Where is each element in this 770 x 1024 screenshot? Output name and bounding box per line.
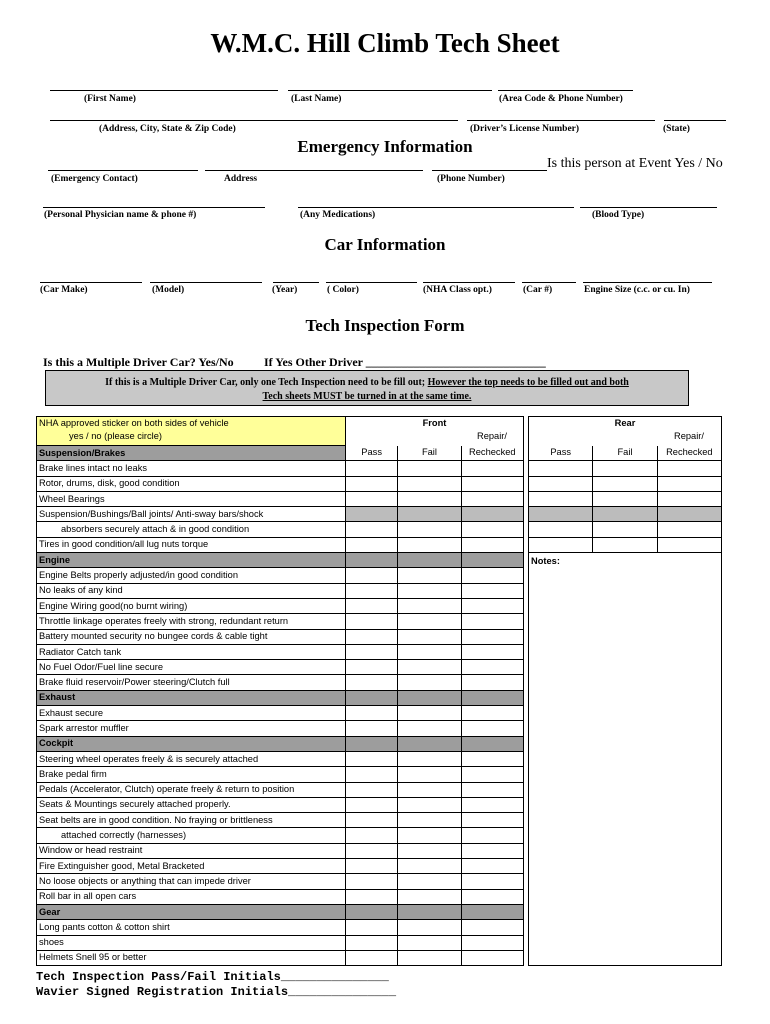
section-header-gear: Gear [37, 904, 346, 919]
front-check-cell[interactable] [461, 843, 523, 858]
rear-check-cell[interactable] [657, 522, 721, 537]
multi-driver-notice [45, 370, 689, 406]
front-check-cell[interactable] [346, 660, 398, 675]
front-repair2-header: Rechecked [461, 446, 523, 461]
check-item: Window or head restraint [37, 843, 346, 858]
rear-check-cell[interactable] [657, 461, 721, 476]
rear-check-cell[interactable] [593, 491, 657, 506]
gap [524, 950, 529, 965]
section-header-exhaust: Exhaust [37, 690, 346, 705]
check-item: Wheel Bearings [37, 491, 346, 506]
front-check-cell [398, 507, 461, 522]
front-check-cell[interactable] [346, 476, 398, 491]
front-check-cell[interactable] [346, 537, 398, 552]
rear-check-cell[interactable] [529, 476, 593, 491]
first-name-label: (First Name) [84, 94, 136, 104]
rear-check-cell[interactable] [529, 537, 593, 552]
front-check-cell[interactable] [346, 644, 398, 659]
front-check-cell[interactable] [346, 491, 398, 506]
front-check-cell[interactable] [461, 767, 523, 782]
address-label: (Address, City, State & Zip Code) [99, 124, 236, 134]
rear-check-cell [529, 507, 593, 522]
front-check-cell[interactable] [398, 629, 461, 644]
front-check-cell[interactable] [346, 568, 398, 583]
first-name-line[interactable] [50, 90, 278, 91]
inspection-table [36, 416, 722, 966]
state-line[interactable] [664, 120, 726, 121]
check-item: Roll bar in all open cars [37, 889, 346, 904]
gap [524, 629, 529, 644]
license-line[interactable] [467, 120, 655, 121]
front-check-cell[interactable] [398, 721, 461, 736]
emergency-phone-line[interactable] [432, 170, 547, 171]
check-item: Throttle linkage operates freely with strong, redundant return [37, 614, 346, 629]
front-check-cell[interactable] [398, 950, 461, 965]
front-check-cell[interactable] [346, 522, 398, 537]
emergency-contact-label: (Emergency Contact) [51, 174, 138, 184]
front-check-cell[interactable] [461, 950, 523, 965]
last-name-line[interactable] [288, 90, 492, 91]
front-check-cell[interactable] [461, 813, 523, 828]
medications-label: (Any Medications) [300, 210, 376, 220]
front-check-cell[interactable] [398, 920, 461, 935]
gap [524, 583, 529, 598]
check-item: Engine Wiring good(no burnt wiring) [37, 598, 346, 613]
check-item: shoes [37, 935, 346, 950]
physician-line[interactable] [43, 207, 265, 208]
front-check-cell[interactable] [398, 828, 461, 843]
section-header-cockpit: Cockpit [37, 736, 346, 751]
front-check-cell[interactable] [398, 797, 461, 812]
state-label: (State) [663, 124, 690, 134]
car-year-line[interactable] [273, 282, 319, 283]
check-item: Engine Belts properly adjusted/in good condition [37, 568, 346, 583]
front-check-cell[interactable] [461, 828, 523, 843]
front-check-cell[interactable] [398, 935, 461, 950]
front-check-cell[interactable] [398, 859, 461, 874]
rear-pass-header: Pass [529, 446, 593, 461]
car-heading: Car Information [324, 235, 446, 254]
front-section-cell [461, 904, 523, 919]
front-check-cell[interactable] [461, 721, 523, 736]
front-check-cell[interactable] [398, 660, 461, 675]
gap [524, 813, 529, 828]
car-number-label: (Car #) [523, 285, 553, 295]
rear-repair2-header: Rechecked [657, 446, 721, 461]
front-check-cell[interactable] [461, 522, 523, 537]
nha-class-line[interactable] [423, 282, 515, 283]
check-item: Steering wheel operates freely & is securely attached [37, 751, 346, 766]
rear-check-cell [657, 507, 721, 522]
gap [524, 660, 529, 675]
front-check-cell[interactable] [461, 491, 523, 506]
front-check-cell[interactable] [398, 476, 461, 491]
front-check-cell[interactable] [461, 859, 523, 874]
emergency-contact-line[interactable] [48, 170, 198, 171]
rear-fail-header: Fail [593, 446, 657, 461]
phone-line[interactable] [498, 90, 633, 91]
sticker-question[interactable] [37, 417, 346, 446]
front-check-cell[interactable] [461, 476, 523, 491]
front-check-cell[interactable] [398, 583, 461, 598]
front-check-cell[interactable] [346, 843, 398, 858]
check-item: absorbers securely attach & in good condition [37, 522, 346, 537]
front-check-cell[interactable] [461, 874, 523, 889]
front-check-cell[interactable] [346, 751, 398, 766]
notice-text-1: If this is a Multiple Driver Car, only one Tech Inspection need to be fill out; [105, 377, 426, 388]
front-check-cell[interactable] [346, 675, 398, 690]
license-label: (Driver’s License Number) [470, 124, 580, 134]
check-item: Rotor, drums, disk, good condition [37, 476, 346, 491]
car-color-label: ( Color) [327, 285, 359, 295]
check-item: No leaks of any kind [37, 583, 346, 598]
gap [524, 889, 529, 904]
other-driver-field[interactable]: If Yes Other Driver ______________________________ [264, 355, 546, 369]
check-item: No loose objects or anything that can impede driver [37, 874, 346, 889]
car-make-line[interactable] [40, 282, 142, 283]
front-pass-header: Pass [346, 446, 398, 461]
gap [524, 675, 529, 690]
car-year-label: (Year) [272, 285, 298, 295]
engine-size-line[interactable] [583, 282, 712, 283]
emergency-phone-label: (Phone Number) [437, 174, 505, 184]
front-check-cell[interactable] [461, 660, 523, 675]
front-check-cell[interactable] [398, 706, 461, 721]
front-check-cell[interactable] [461, 797, 523, 812]
front-check-cell[interactable] [346, 598, 398, 613]
gap [524, 690, 529, 705]
rear-check-cell[interactable] [529, 461, 593, 476]
check-item: No Fuel Odor/Fuel line secure [37, 660, 346, 675]
rear-check-cell[interactable] [529, 522, 593, 537]
front-check-cell[interactable] [398, 767, 461, 782]
gap [524, 767, 529, 782]
gap [524, 859, 529, 874]
check-item: Seat belts are in good condition. No fraying or brittleness [37, 813, 346, 828]
front-check-cell[interactable] [346, 629, 398, 644]
notice-text-2: However the top needs to be filled out and both [427, 377, 629, 388]
gap [524, 874, 529, 889]
emergency-address-line[interactable] [205, 170, 423, 171]
front-fail-header: Fail [398, 446, 461, 461]
front-check-cell [461, 507, 523, 522]
check-item: Brake lines intact no leaks [37, 461, 346, 476]
rear-check-cell[interactable] [593, 537, 657, 552]
front-check-cell[interactable] [461, 751, 523, 766]
rear-check-cell[interactable] [593, 522, 657, 537]
gap [524, 920, 529, 935]
gap [524, 843, 529, 858]
front-check-cell[interactable] [398, 568, 461, 583]
front-check-cell[interactable] [461, 920, 523, 935]
front-section-cell [346, 553, 398, 568]
front-section-cell [346, 904, 398, 919]
front-section-cell [398, 553, 461, 568]
front-check-cell[interactable] [346, 813, 398, 828]
front-check-cell[interactable] [346, 583, 398, 598]
gap [524, 644, 529, 659]
last-name-label: (Last Name) [291, 94, 342, 104]
blood-type-line[interactable] [580, 207, 717, 208]
front-check-cell[interactable] [461, 598, 523, 613]
front-check-cell[interactable] [461, 675, 523, 690]
gap [524, 782, 529, 797]
check-item: Exhaust secure [37, 706, 346, 721]
front-check-cell[interactable] [346, 889, 398, 904]
blood-type-label: (Blood Type) [592, 210, 645, 220]
front-check-cell[interactable] [398, 537, 461, 552]
front-section-cell [398, 690, 461, 705]
front-check-cell[interactable] [346, 797, 398, 812]
front-header [346, 417, 524, 446]
check-item: Battery mounted security no bungee cords & cable tight [37, 629, 346, 644]
front-section-cell [398, 904, 461, 919]
front-check-cell[interactable] [346, 828, 398, 843]
front-check-cell[interactable] [346, 614, 398, 629]
rear-check-cell [593, 507, 657, 522]
front-check-cell[interactable] [398, 598, 461, 613]
front-check-cell[interactable] [346, 782, 398, 797]
front-label: Front [422, 418, 447, 428]
car-make-label: (Car Make) [40, 285, 88, 295]
check-item: Seats & Mountings securely attached properly. [37, 797, 346, 812]
car-number-line[interactable] [522, 282, 576, 283]
front-check-cell[interactable] [346, 721, 398, 736]
front-check-cell[interactable] [346, 767, 398, 782]
front-repair-1: Repair/ [477, 431, 507, 441]
tech-initials-line[interactable]: Tech Inspection Pass/Fail Initials_______________ [36, 970, 389, 984]
car-model-line[interactable] [150, 282, 262, 283]
check-item: Long pants cotton & cotton shirt [37, 920, 346, 935]
front-check-cell[interactable] [398, 874, 461, 889]
front-check-cell[interactable] [461, 706, 523, 721]
front-check-cell[interactable] [461, 614, 523, 629]
front-check-cell[interactable] [346, 859, 398, 874]
front-check-cell[interactable] [398, 522, 461, 537]
front-check-cell [346, 507, 398, 522]
front-check-cell[interactable] [461, 629, 523, 644]
emergency-address-label: Address [224, 174, 258, 184]
rear-check-cell[interactable] [593, 476, 657, 491]
front-check-cell[interactable] [398, 644, 461, 659]
front-check-cell[interactable] [461, 461, 523, 476]
front-check-cell[interactable] [398, 813, 461, 828]
car-model-label: (Model) [152, 285, 185, 295]
front-check-cell[interactable] [398, 491, 461, 506]
waiver-initials-line[interactable]: Wavier Signed Registration Initials_______________ [36, 985, 397, 999]
rear-check-cell[interactable] [657, 491, 721, 506]
front-section-cell [398, 736, 461, 751]
front-check-cell[interactable] [346, 706, 398, 721]
nha-class-label: (NHA Class opt.) [423, 285, 492, 295]
gap [524, 614, 529, 629]
check-item: Helmets Snell 95 or better [37, 950, 346, 965]
front-check-cell[interactable] [461, 782, 523, 797]
front-section-cell [461, 690, 523, 705]
front-check-cell[interactable] [461, 583, 523, 598]
gap [524, 736, 529, 751]
front-check-cell[interactable] [398, 843, 461, 858]
check-item: Pedals (Accelerator, Clutch) operate freely & return to position [37, 782, 346, 797]
front-section-cell [461, 736, 523, 751]
inspection-heading: Tech Inspection Form [305, 316, 465, 335]
sticker-line-2: yes / no (please circle) [69, 431, 163, 441]
page-title: W.M.C. Hill Climb Tech Sheet [210, 28, 560, 58]
front-section-cell [461, 553, 523, 568]
gap [524, 935, 529, 950]
gap [524, 797, 529, 812]
front-check-cell[interactable] [461, 537, 523, 552]
emergency-heading: Emergency Information [297, 137, 473, 156]
gap [524, 598, 529, 613]
front-check-cell[interactable] [398, 782, 461, 797]
gap [524, 706, 529, 721]
check-item: Fire Extinguisher good, Metal Bracketed [37, 859, 346, 874]
front-check-cell[interactable] [398, 675, 461, 690]
check-item: Brake fluid reservoir/Power steering/Clutch full [37, 675, 346, 690]
front-section-cell [346, 690, 398, 705]
section-header-suspension-brakes: Suspension/Brakes [37, 446, 346, 461]
front-check-cell[interactable] [346, 461, 398, 476]
front-check-cell[interactable] [398, 751, 461, 766]
section-header-engine: Engine [37, 553, 346, 568]
rear-check-cell[interactable] [657, 476, 721, 491]
rear-check-cell[interactable] [529, 491, 593, 506]
front-check-cell[interactable] [346, 950, 398, 965]
notes-area[interactable]: Notes: [529, 553, 722, 966]
car-color-line[interactable] [326, 282, 417, 283]
rear-check-cell[interactable] [657, 537, 721, 552]
check-item: Radiator Catch tank [37, 644, 346, 659]
check-item: Brake pedal firm [37, 767, 346, 782]
gap [524, 721, 529, 736]
front-check-cell[interactable] [461, 889, 523, 904]
front-check-cell[interactable] [398, 461, 461, 476]
front-section-cell [346, 736, 398, 751]
front-check-cell[interactable] [461, 935, 523, 950]
rear-label: Rear [614, 418, 636, 428]
front-check-cell[interactable] [398, 889, 461, 904]
gap [524, 568, 529, 583]
phone-label: (Area Code & Phone Number) [499, 94, 623, 104]
medications-line[interactable] [298, 207, 574, 208]
sticker-line-1: NHA approved sticker on both sides of vehicle [39, 418, 229, 428]
multi-driver-question[interactable]: Is this a Multiple Driver Car? Yes/No [43, 355, 234, 369]
check-item: attached correctly (harnesses) [37, 828, 346, 843]
rear-check-cell[interactable] [593, 461, 657, 476]
rear-header [529, 417, 722, 446]
rear-repair-1: Repair/ [674, 431, 704, 441]
gap [524, 904, 529, 919]
gap [524, 751, 529, 766]
front-check-cell[interactable] [346, 935, 398, 950]
address-line[interactable] [50, 120, 458, 121]
front-check-cell[interactable] [461, 568, 523, 583]
gap [524, 828, 529, 843]
notice-text-3: Tech sheets MUST be turned in at the same time. [262, 391, 472, 402]
check-item: Suspension/Bushings/Ball joints/ Anti-sway bars/shock [37, 507, 346, 522]
front-check-cell[interactable] [398, 614, 461, 629]
front-check-cell[interactable] [346, 920, 398, 935]
front-check-cell[interactable] [461, 644, 523, 659]
at-event-text[interactable]: Is this person at Event Yes / No [547, 156, 723, 171]
engine-size-label: Engine Size (c.c. or cu. In) [584, 285, 690, 295]
check-item: Tires in good condition/all lug nuts torque [37, 537, 346, 552]
front-check-cell[interactable] [346, 874, 398, 889]
check-item: Spark arrestor muffler [37, 721, 346, 736]
physician-label: (Personal Physician name & phone #) [44, 210, 197, 220]
